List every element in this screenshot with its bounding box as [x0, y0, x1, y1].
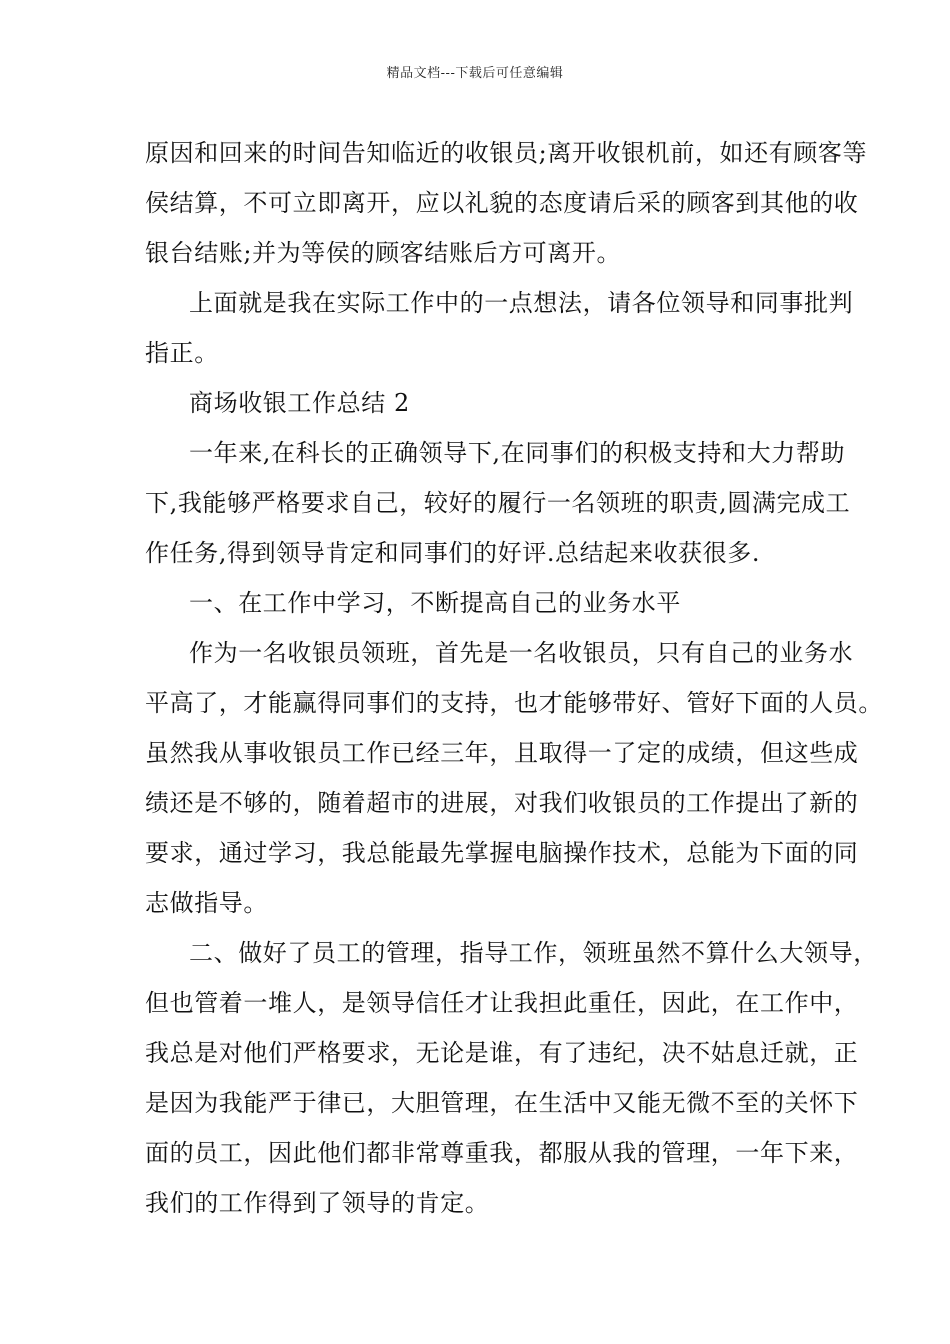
- text-line: 作任务,得到领导肯定和同事们的好评.总结起来收获很多.: [145, 539, 761, 567]
- section-heading: 一、在工作中学习，不断提高自己的业务水平: [189, 589, 681, 617]
- text-line: 下,我能够严格要求自己，较好的履行一名领班的职责,圆满完成工: [145, 489, 851, 517]
- text-line: 但也管着一堆人，是领导信任才让我担此重任，因此，在工作中，: [145, 989, 859, 1017]
- document-body: [145, 128, 883, 1228]
- text-line: 侯结算，不可立即离开，应以礼貌的态度请后采的顾客到其他的收: [145, 189, 859, 217]
- text-line: 是因为我能严于律已，大胆管理，在生活中又能无微不至的关怀下: [145, 1089, 859, 1117]
- text-line: 绩还是不够的，随着超市的进展，对我们收银员的工作提出了新的: [145, 789, 859, 817]
- text-line: 平高了，才能赢得同事们的支持，也才能够带好、管好下面的人员。: [145, 689, 883, 717]
- paragraph-start-line: 上面就是我在实际工作中的一点想法，请各位领导和同事批判: [189, 289, 854, 317]
- page-header: 精品文档---下载后可任意编辑: [386, 66, 564, 81]
- text-line: 我总是对他们严格要求，无论是谁，有了违纪，决不姑息迁就，正: [145, 1039, 859, 1067]
- text-line: 虽然我从事收银员工作已经三年，且取得一了定的成绩，但这些成: [145, 739, 859, 767]
- text-line: 指正。: [145, 339, 219, 367]
- paragraph-start-line: 作为一名收银员领班，首先是一名收银员，只有自己的业务水: [189, 639, 854, 667]
- section-title: 商场收银工作总结 2: [189, 389, 410, 417]
- text-line: 原因和回来的时间告知临近的收银员;离开收银机前，如还有顾客等: [145, 139, 868, 167]
- text-line: 银台结账;并为等侯的顾客结账后方可离开。: [145, 239, 622, 267]
- text-line: 面的员工，因此他们都非常尊重我，都服从我的管理，一年下来，: [145, 1139, 859, 1167]
- text-line: 要求，通过学习，我总能最先掌握电脑操作技术，总能为下面的同: [145, 839, 859, 867]
- paragraph-start-line: 二、做好了员工的管理，指导工作，领班虽然不算什么大领导，: [189, 939, 878, 967]
- text-line: 志做指导。: [145, 889, 268, 917]
- paragraph-start-line: 一年来,在科长的正确领导下,在同事们的积极支持和大力帮助: [189, 439, 846, 467]
- text-line: 我们的工作得到了领导的肯定。: [145, 1189, 490, 1217]
